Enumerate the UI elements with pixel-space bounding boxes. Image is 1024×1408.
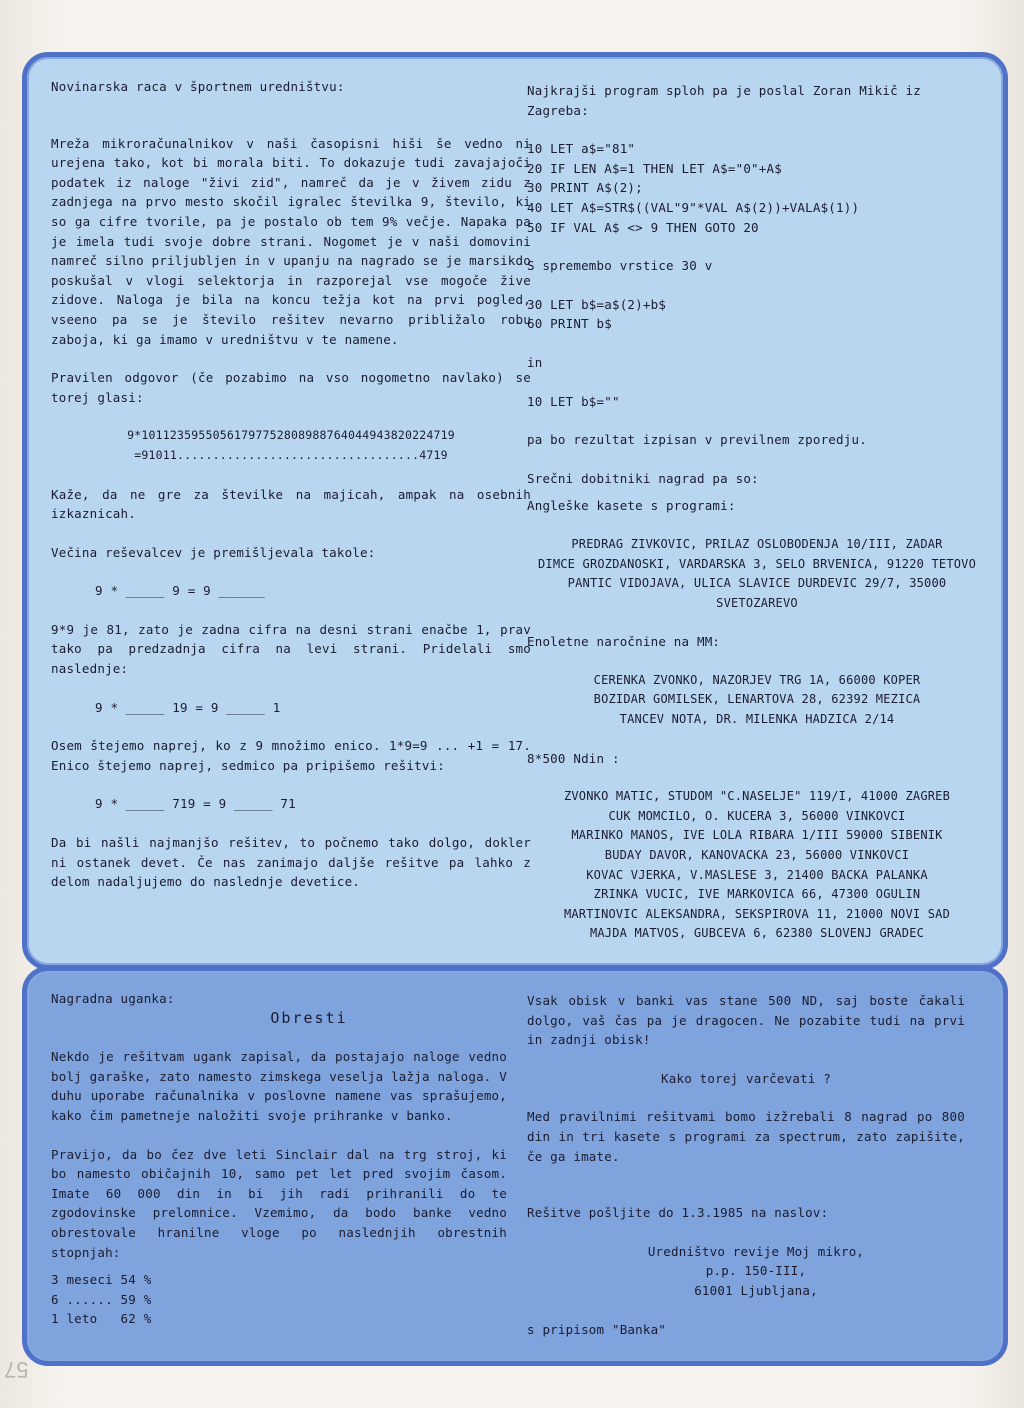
- address-line: p.p. 150-III,: [705, 1263, 807, 1279]
- rate-row: 6 ...... 59 %: [51, 1291, 152, 1307]
- paragraph: Da bi našli najmanjšo rešitev, to počnemo tako dolgo, dokler ni ostanek devet. Če nas zanimajo daljše rešitve pa lahko z delom nadaljujemo do naslednje devetice.: [51, 835, 531, 890]
- paragraph: S spremembo vrstice 30 v: [527, 258, 713, 274]
- subheading: Enoletne naročnine na MM:: [527, 634, 721, 650]
- paragraph: Kaže, da ne gre za številke na majicah, ampak na osebnih izkaznicah.: [51, 486, 531, 522]
- winner-entry: ZRINKA VUCIC, IVE MARKOVICA 66, 47300 OGULIN: [593, 887, 921, 902]
- puzzle-right-column: [527, 991, 965, 1339]
- paragraph: Med pravilnimi rešitvami bomo izžrebali 8 nagrad po 800 din in tri kasete s programi za spectrum, zato zapišite, če ga imate.: [527, 1109, 965, 1164]
- code-line: 20 IF LEN A$=1 THEN LET A$="0"+A$: [527, 160, 782, 176]
- code-line: 60 PRINT b$: [527, 316, 612, 332]
- equation: 9 * _____ 9 = 9 ______: [95, 583, 265, 599]
- winner-entry: KOVAC VJERKA, V.MASLESE 3, 21400 BACKA PALANKA: [586, 867, 928, 882]
- winner-entry: ZVONKO MATIC, STUDOM "C.NASELJE" 119/I, 41000 ZAGREB: [563, 789, 951, 804]
- solution-panel: [22, 52, 1008, 970]
- paragraph: Vsak obisk v banki vas stane 500 ND, saj boste čakali dolgo, vaš čas pa je dragocen. Ne pozabite tudi na prvi in zadnji obisk!: [527, 993, 965, 1048]
- winners-heading: Srečni dobitniki nagrad pa so:: [527, 470, 759, 486]
- right-column: [527, 81, 987, 944]
- winner-entry: CERENKA ZVONKO, NAZORJEV TRG 1A, 66000 KOPER: [593, 672, 921, 687]
- puzzle-left-column: [51, 989, 507, 1329]
- address-line: Uredništvo revije Moj mikro,: [647, 1243, 865, 1259]
- code-line: 10 LET a$="81": [527, 141, 636, 157]
- winner-entry: PANTIC VIDOJAVA, ULICA SLAVICE DURDEVIC 29/7, 35000 SVETOZAREVO: [567, 576, 947, 610]
- subheading: Angleške kasete s programi:: [527, 498, 736, 514]
- basic-listing: [527, 139, 987, 237]
- equation: 9 * _____ 719 = 9 _____ 71: [95, 796, 296, 812]
- code-line: 10 LET b$="": [527, 393, 620, 409]
- winner-list: [527, 787, 987, 944]
- paragraph: s pripisom "Banka": [527, 1321, 667, 1337]
- rate-row: 3 meseci 54 %: [51, 1272, 152, 1288]
- winner-entry: BUDAY DAVOR, KANOVACKA 23, 56000 VINKOVCI: [604, 848, 910, 863]
- mailing-address: [527, 1242, 965, 1301]
- paragraph: Pravijo, da bo čez dve leti Sinclair dal na trg stroj, ki bo namesto običajnih 10, samo pet let pred svojim časom. Imate 60 000 din in bi jih radi prihranili do te zgodovinske prelomnice. Vzemimo, da bodo banke vedno obrestovale hranilne vloge po naslednjih obrestnih stopnjah:: [51, 1146, 507, 1260]
- rate-row: 1 leto 62 %: [51, 1311, 152, 1327]
- winner-list: [527, 535, 987, 613]
- left-column: [51, 77, 531, 892]
- section-heading: Najkrajši program sploh pa je poslal Zoran Mikič iz Zagreba:: [527, 83, 922, 118]
- winner-entry: TANCEV NOTA, DR. MILENKA HADZICA 2/14: [619, 712, 895, 727]
- section-heading: Novinarska raca v športnem uredništvu:: [51, 79, 345, 94]
- winner-entry: CUK MOMCILO, O. KUCERA 3, 56000 VINKOVCI: [608, 808, 906, 823]
- paragraph: Nekdo je rešitvam ugank zapisal, da postajajo naloge vedno bolj garaške, zato namesto zimskega veselja lažja naloga. V duhu uporabe računalnika v poslovne namene vas sprašujemo, kako čim pametneje naložiti svoje prihranke v banko.: [51, 1049, 507, 1123]
- paragraph: Rešitve pošljite do 1.3.1985 na naslov:: [527, 1205, 829, 1221]
- winner-entry: DIMCE GROZDANOSKI, VARDARSKA 3, SELO BRVENICA, 91220 TETOVO: [537, 556, 977, 571]
- winner-entry: MARINKO MANOS, IVE LOLA RIBARA 1/III 59000 SIBENIK: [571, 828, 943, 843]
- winner-list: [527, 671, 987, 730]
- winner-entry: PREDRAG ZIVKOVIC, PRILAZ OSLOBODENJA 10/III, ZADAR: [571, 536, 943, 551]
- winner-entry: MARTINOVIC ALEKSANDRA, SEKSPIROVA 11, 21000 NOVI SAD: [563, 906, 951, 921]
- winner-entry: BOZIDAR GOMILSEK, LENARTOVA 28, 62392 MEZICA: [593, 692, 921, 707]
- paragraph: Večina reševalcev je premišljevala takole:: [51, 544, 376, 560]
- paragraph: Pravilen odgovor (če pozabimo na vso nogometno navlako) se torej glasi:: [51, 370, 531, 405]
- paragraph: Osem štejemo naprej, ko z 9 množimo enico. 1*9=9 ... +1 = 17. Enico štejemo naprej, sedmico pa pripišemo rešitvi:: [51, 738, 531, 773]
- answer-line: =91011..................................4719: [134, 447, 448, 462]
- paragraph: Mreža mikroračunalnikov v naši časopisni hiši še vedno ni urejena tako, kot bi morala biti. To dokazuje tudi zavajajoči podatek iz naloge "živi zid", namreč da je v živem zidu z zadnjega na prvo mesto skočil igralec številka 9, število, ki so ga cifre tvorile, pa je postalo ob tem 9% večje. Napaka pa je imela tudi svoje dobre strani. Nogomet je v naši domovini namreč silno priljubljen in v upanju na nagrado se je marsikdo poskušal v vlogi selektorja in razporejal vse mogoče žive zidove. Naloga je bila na koncu težja kot na prvi pogled, vseeno pa se je število rešitev nevarno približalo robu zaboja, ki ga imamo v uredništvu v te namene.: [51, 135, 531, 347]
- code-line: 50 IF VAL A$ <> 9 THEN GOTO 20: [527, 219, 759, 235]
- answer-line: 9*10112359550561797752808988764044943820224719: [127, 428, 455, 443]
- code-line: 30 PRINT A$(2);: [527, 180, 643, 196]
- paragraph: 9*9 je 81, zato je zadna cifra na desni strani enačbe 1, prav tako pa predzadnja cifra na levi strani. Pridelali smo naslednje:: [51, 621, 531, 677]
- puzzle-label: Nagradna uganka:: [51, 991, 175, 1006]
- interest-rates: [51, 1270, 507, 1329]
- puzzle-panel: [22, 966, 1008, 1366]
- winner-entry: MAJDA MATVOS, GUBCEVA 6, 62380 SLOVENJ GRADEC: [589, 926, 925, 941]
- code-line: 30 LET b$=a$(2)+b$: [527, 296, 667, 312]
- page-number: 57: [4, 1357, 29, 1382]
- paragraph: pa bo rezultat izpisan v previlnem zporedju.: [527, 432, 867, 448]
- subheading: 8*500 Ndin :: [527, 750, 620, 766]
- question: Kako torej varčevati ?: [661, 1070, 831, 1086]
- paragraph: in: [527, 354, 543, 370]
- equation: 9 * _____ 19 = 9 _____ 1: [95, 699, 281, 715]
- puzzle-title: Obresti: [270, 1008, 348, 1027]
- code-line: 40 LET A$=STR$((VAL"9"*VAL A$(2))+VALA$(1)): [527, 199, 860, 215]
- address-line: 61001 Ljubljana,: [694, 1282, 818, 1298]
